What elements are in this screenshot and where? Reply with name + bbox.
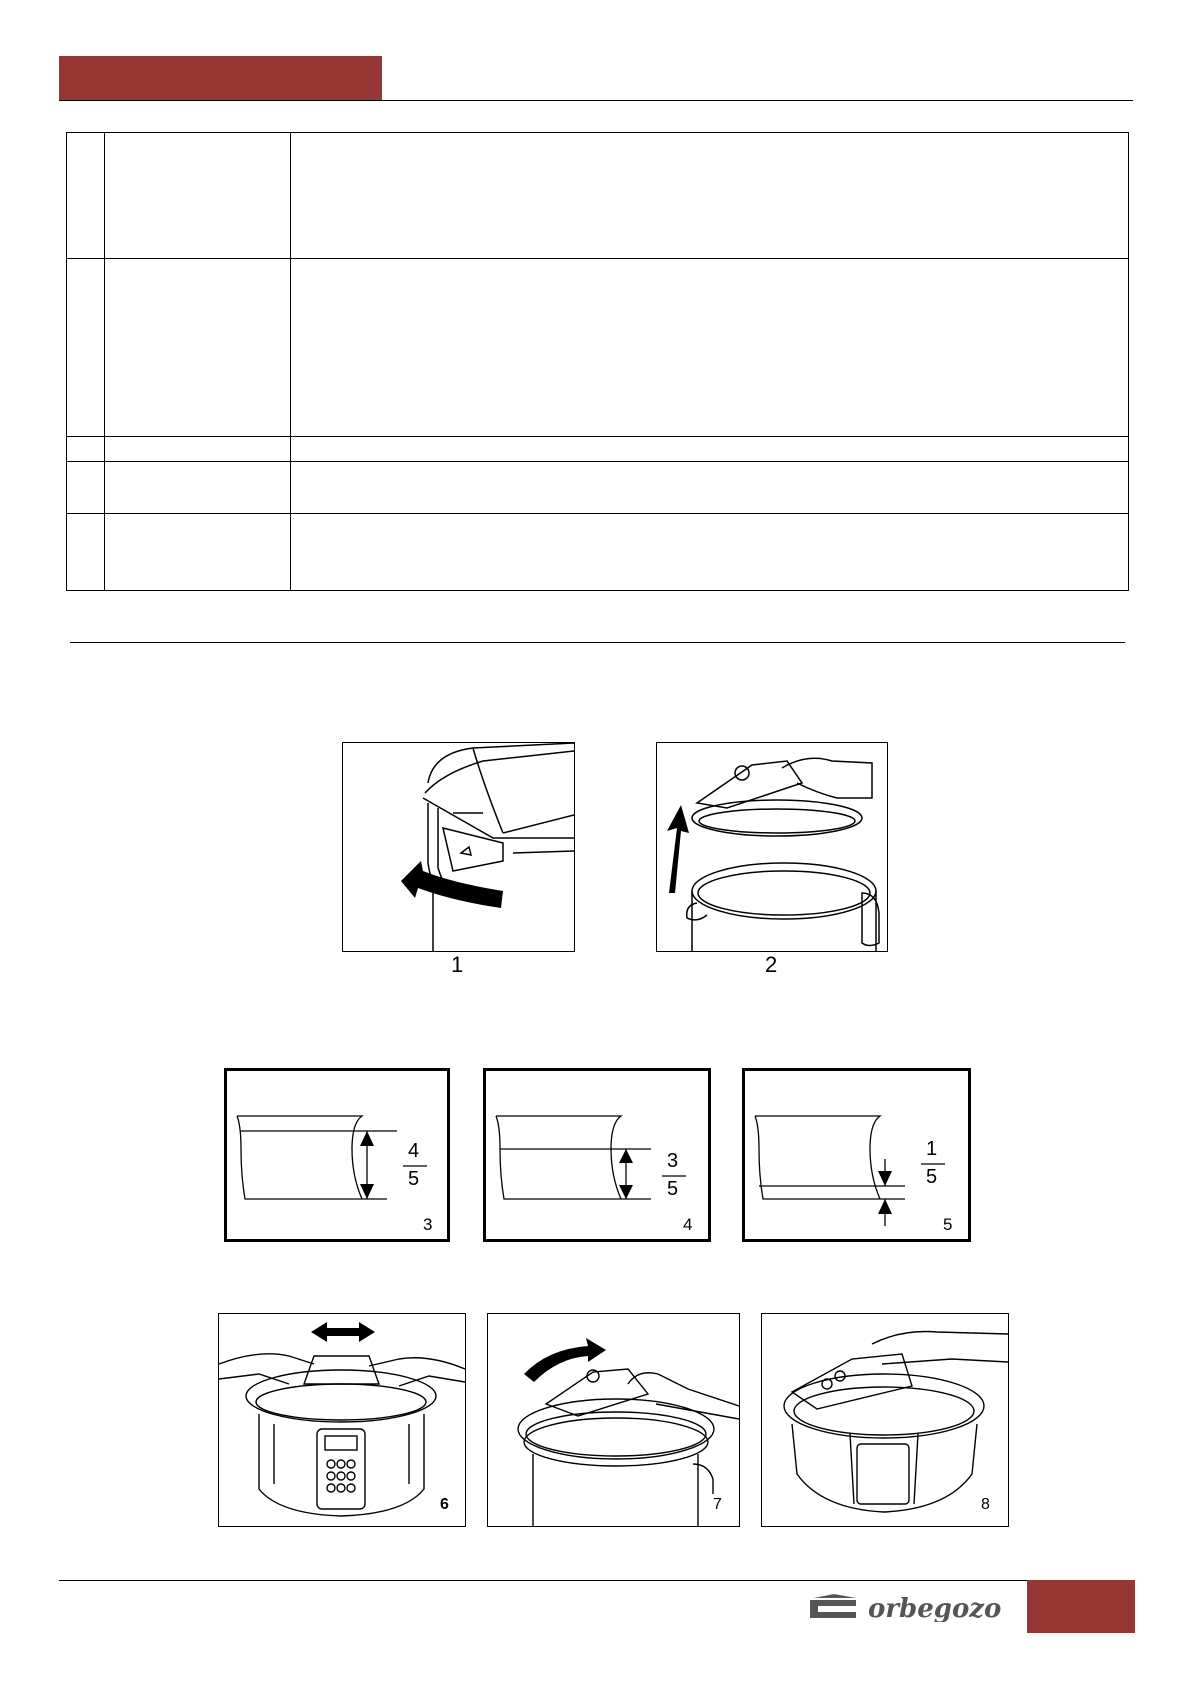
footer-rule [59,1580,1131,1581]
place-lid-illustration [219,1314,465,1526]
row-name [105,259,291,437]
table-row [67,133,1129,259]
figure-3-max-fill-level [224,1068,450,1242]
table-row [67,437,1129,462]
figure-2-label: 2 [765,952,778,977]
row-number [67,462,105,514]
fraction-denominator: 5 [667,1178,679,1200]
figure-4-label: 4 [683,1215,693,1234]
row-name [105,437,291,462]
figure-8-label: 8 [981,1496,990,1513]
figure-7-label: 7 [713,1496,722,1513]
table-row [67,514,1129,591]
up-arrow-icon [667,805,689,893]
figure-8-lid-locked [761,1313,1009,1527]
rotate-arrow-icon [524,1338,606,1382]
section-rule [70,642,1125,643]
row-name [105,462,291,514]
header-rule [59,100,1133,101]
row-description [291,514,1129,591]
header-accent-bar [59,56,382,101]
cooker-lid-rotate-illustration [343,743,574,951]
figure-1-open-lid [342,742,575,952]
fraction-denominator: 5 [408,1168,420,1190]
row-number [67,437,105,462]
rotate-lid-illustration [488,1314,739,1526]
row-name [105,514,291,591]
slide-arrow-icon [311,1322,375,1342]
row-description [291,133,1129,259]
row-description [291,259,1129,437]
orbegozo-logo-icon [810,1592,1015,1622]
lid-lift-illustration [657,743,887,951]
figure-3-label: 3 [423,1215,433,1234]
fraction-numerator: 4 [408,1140,420,1162]
row-description [291,462,1129,514]
row-number [67,259,105,437]
figure-2-lift-lid [656,742,888,952]
fraction-denominator: 5 [926,1166,938,1188]
brand-logo [810,1592,1015,1622]
page-number-box [1027,1580,1135,1633]
spec-table [66,132,1129,591]
table-row [67,259,1129,437]
row-number [67,133,105,259]
locked-lid-illustration [762,1314,1008,1526]
row-description [291,437,1129,462]
fraction-numerator: 1 [926,1138,938,1160]
figure-6-place-lid [218,1313,466,1527]
svg-text:orbegozo: orbegozo [868,1594,1002,1622]
table-row [67,462,1129,514]
row-name [105,133,291,259]
figure-4-food-fill-level [483,1068,711,1242]
figure-6-label: 6 [440,1496,449,1513]
fraction-numerator: 3 [667,1150,679,1172]
row-number [67,514,105,591]
figure-7-rotate-lid [487,1313,740,1527]
figure-5-label: 5 [943,1215,953,1234]
figure-1-label: 1 [451,952,464,977]
figure-5-min-fill-level [742,1068,971,1242]
